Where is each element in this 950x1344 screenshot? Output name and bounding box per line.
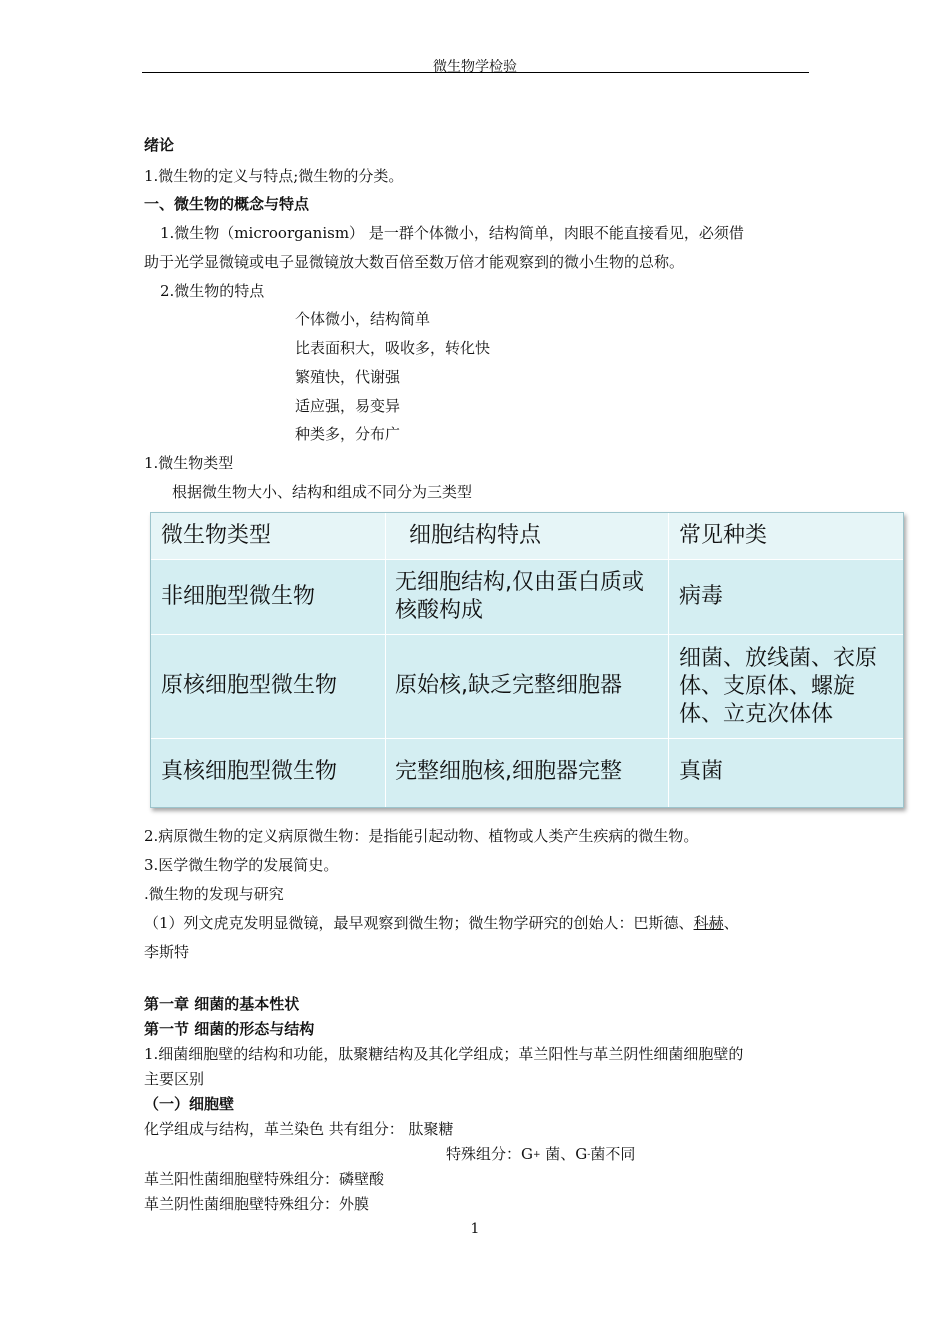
table-cell: 真菌 (679, 759, 724, 784)
paragraph-objective-1: 1.微生物的定义与特点;微生物的分类。 (144, 167, 404, 185)
pathogen-definition: 2.病原微生物的定义病原微生物：是指能引起动物、植物或人类产生疾病的微生物。 (144, 827, 699, 845)
table-header-cell: 微生物类型 (161, 523, 272, 548)
discovery-line (144, 913, 739, 933)
page-number: 1 (470, 1221, 480, 1237)
table-divider (151, 738, 903, 739)
feature-item: 比表面积大，吸收多，转化快 (295, 339, 491, 357)
section-title: 第一节 细菌的形态与结构 (144, 1020, 315, 1038)
table-cell: 病毒 (679, 584, 724, 609)
types-title: 1.微生物类型 (144, 454, 234, 472)
special-text: 特殊组分：G (446, 1145, 533, 1163)
table-divider (151, 559, 903, 560)
types-description: 根据微生物大小、结构和组成不同分为三类型 (172, 483, 473, 501)
feature-item: 适应强，易变异 (295, 397, 401, 415)
subsection-cell-wall: （一）细胞壁 (144, 1095, 235, 1113)
heading-concept: 一、微生物的概念与特点 (144, 195, 310, 213)
special-text: 菌、G (540, 1145, 588, 1163)
feature-item: 个体微小，结构简单 (295, 310, 431, 328)
table-cell: 非细胞型微生物 (161, 584, 316, 609)
discovery-title: .微生物的发现与研究 (144, 885, 284, 903)
feature-item: 繁殖快，代谢强 (295, 368, 401, 386)
common-component-line: 化学组成与结构，革兰染色 共有组分： 肽聚糖 (144, 1120, 454, 1138)
chapter-title: 第一章 细菌的基本性状 (144, 995, 300, 1013)
header-rule (142, 72, 809, 73)
table-cell: 无细胞结构,仅由蛋白质或核酸构成 (395, 570, 644, 623)
microbe-types-table (150, 512, 904, 808)
table-cell: 细菌、放线菌、衣原体、支原体、螺旋体、立克次体体 (679, 646, 878, 727)
table-divider (668, 513, 669, 807)
section-heading-intro: 绪论 (144, 136, 175, 154)
table-header-cell: 细胞结构特点 (409, 523, 542, 548)
table-cell: 真核细胞型微生物 (161, 759, 338, 784)
special-component-line (446, 1144, 635, 1165)
table-cell: 原始核,缺乏完整细胞器 (395, 673, 622, 698)
cell-wall-question-1: 1.细菌细胞壁的结构和功能，肽聚糖结构及其化学组成；革兰阳性与革兰阴性细菌细胞壁的 (144, 1045, 744, 1063)
discovery-text: （1）列文虎克发明显微镜，最早观察到微生物；微生物学研究的创始人：巴斯德、 (144, 914, 694, 932)
discovery-punct: 、 (723, 914, 739, 932)
cell-wall-question-2: 主要区别 (144, 1070, 205, 1088)
special-text: 菌不同 (590, 1145, 636, 1163)
underlined-name: 科赫 (693, 914, 724, 932)
table-cell: 原核细胞型微生物 (161, 673, 338, 698)
page-header-title: 微生物学检验 (433, 59, 517, 75)
feature-item: 种类多，分布广 (295, 425, 401, 443)
gram-negative-line: 革兰阴性菌细胞壁特殊组分：外膜 (144, 1195, 370, 1213)
definition-line-1: 1.微生物（microorganism） 是一群个体微小，结构简单，肉眼不能直接看见，必须借 (160, 224, 744, 242)
table-header-cell: 常见种类 (679, 523, 768, 548)
table-cell: 完整细胞核,细胞器完整 (395, 759, 622, 784)
gram-positive-line: 革兰阳性菌细胞壁特殊组分：磷壁酸 (144, 1170, 385, 1188)
gram-positive-sign: + (532, 1150, 541, 1160)
definition-line-2: 助于光学显微镜或电子显微镜放大数百倍至数万倍才能观察到的微小生物的总称。 (144, 253, 685, 271)
history-title: 3.医学微生物学的发展简史。 (144, 856, 339, 874)
discovery-line-2: 李斯特 (144, 943, 190, 961)
gram-negative-sign: - (587, 1150, 591, 1160)
table-divider (151, 634, 903, 635)
features-title: 2.微生物的特点 (160, 282, 265, 300)
table-divider (385, 513, 386, 807)
